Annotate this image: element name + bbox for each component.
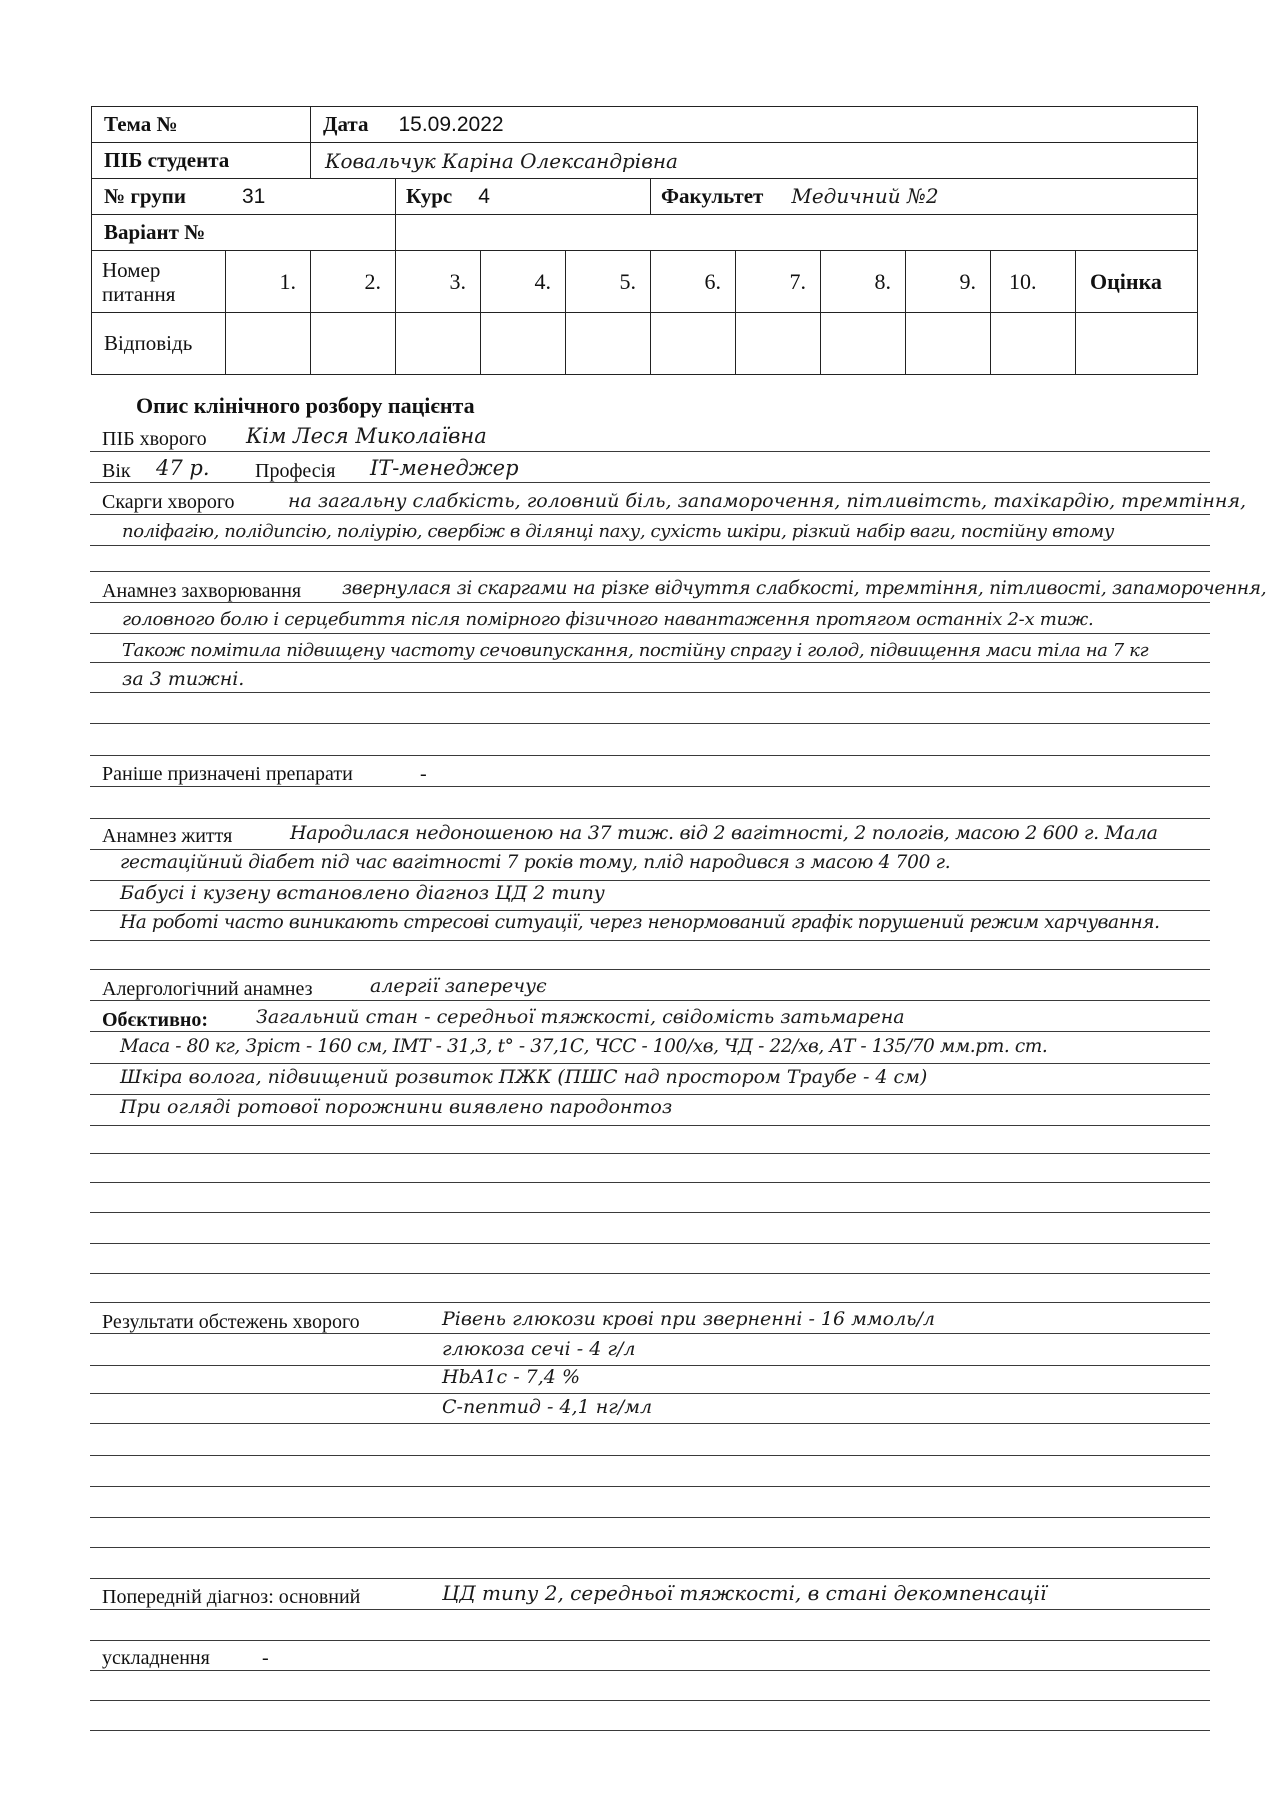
question-label-cell: [92, 251, 226, 313]
student-name: Ковальчук Каріна Олександрівна: [325, 148, 678, 173]
disease-history-label: Анамнез захворювання: [102, 580, 302, 602]
age-value: 47 р.: [156, 456, 210, 480]
disease-history-line-1: звернулася зі скаргами на різке відчуття слабкості, тремтіння, пітливості, запаморочення,: [342, 578, 1267, 599]
question-label: Номер питання: [102, 257, 176, 306]
course-cell: [396, 179, 651, 215]
answer-cell-6[interactable]: [651, 313, 736, 375]
group-label: № групи: [104, 184, 186, 208]
profession-value: ІТ-менеджер: [370, 456, 519, 480]
date-label: Дата: [323, 112, 369, 136]
variant-value-cell: [396, 215, 1198, 251]
answer-cell-1[interactable]: [226, 313, 311, 375]
disease-history-line-4: за 3 тижні.: [122, 668, 245, 690]
date-value: 15.09.2022: [398, 113, 504, 136]
life-history-line-4: На роботі часто виникають стресові ситуації, через ненормований графік порушений режим харчування.: [120, 912, 1160, 933]
results-line-1: Рівень глюкози крові при зверненні - 16 ммоль/л: [442, 1308, 936, 1330]
life-history-line-1: Народилася недоношеною на 37 тиж. від 2 вагітності, 2 пологів, масою 2 600 г. Мала: [290, 822, 1158, 844]
objective-line-2: Маса - 80 кг, Зріст - 160 см, ІМТ - 31,3, t° - 37,1С, ЧСС - 100/хв, ЧД - 22/хв, АТ - 135/70 мм.рт. ст.: [120, 1036, 1048, 1057]
question-num-6: 6.: [651, 251, 736, 313]
answer-cell-7[interactable]: [736, 313, 821, 375]
question-num-7: 7.: [736, 251, 821, 313]
variant-cell: [92, 215, 396, 251]
question-num-10: 10.: [991, 251, 1076, 313]
answer-cell-3[interactable]: [396, 313, 481, 375]
student-label: ПІБ студента: [104, 148, 230, 172]
header-table: [91, 106, 1198, 375]
results-line-4: С-пептид - 4,1 нг/мл: [442, 1396, 653, 1418]
objective-line-4: При огляді ротової порожнини виявлено пародонтоз: [120, 1096, 673, 1118]
faculty-label: Факультет: [661, 184, 764, 208]
results-line-2: глюкоза сечі - 4 г/л: [442, 1338, 636, 1360]
life-history-line-3: Бабусі і кузену встановлено діагноз ЦД 2 типу: [120, 882, 605, 904]
group-value: 31: [242, 185, 266, 208]
prev-drugs-label: Раніше призначені препарати: [102, 763, 353, 785]
answer-label-cell: [92, 313, 226, 375]
question-num-2: 2.: [311, 251, 396, 313]
patient-name-value: Кім Леся Миколаївна: [246, 424, 487, 448]
diagnosis-label: Попередній діагноз: основний: [102, 1586, 361, 1608]
answer-label: Відповідь: [104, 331, 193, 355]
prev-drugs-value: -: [420, 763, 427, 785]
question-num-5: 5.: [566, 251, 651, 313]
objective-line-3: Шкіра волога, підвищений розвиток ПЖК (ПШС над простором Траубе - 4 см): [120, 1066, 928, 1088]
grade-label: Оцінка: [1090, 268, 1162, 294]
date-cell: [311, 107, 1198, 143]
question-num-4: 4.: [481, 251, 566, 313]
complications-label: ускладнення: [102, 1647, 210, 1669]
question-num-8: 8.: [821, 251, 906, 313]
answer-cell-10[interactable]: [991, 313, 1076, 375]
answer-cell-4[interactable]: [481, 313, 566, 375]
topic-label: Тема №: [104, 112, 178, 136]
faculty-value: Медичний №2: [791, 184, 939, 208]
variant-label: Варіант №: [104, 220, 206, 244]
course-value: 4: [478, 185, 490, 208]
diagnosis-value: ЦД типу 2, середньої тяжкості, в стані декомпенсації: [442, 1581, 1047, 1605]
faculty-cell: [651, 179, 1198, 215]
group-cell: [92, 179, 396, 215]
age-label: Вік: [102, 460, 131, 482]
life-history-label: Анамнез життя: [102, 825, 233, 847]
complications-value: -: [262, 1647, 269, 1669]
life-history-line-2: гестаційний діабет під час вагітності 7 років тому, плід народився з масою 4 700 г.: [120, 852, 951, 873]
course-label: Курс: [406, 184, 453, 208]
student-value-cell: [311, 143, 1198, 179]
answer-cell-9[interactable]: [906, 313, 991, 375]
objective-line-1: Загальний стан - середньої тяжкості, свідомість затьмарена: [256, 1006, 905, 1028]
question-num-3: 3.: [396, 251, 481, 313]
student-cell: [92, 143, 311, 179]
section-title: Опис клінічного розбору пацієнта: [136, 393, 475, 418]
profession-label: Професія: [255, 460, 336, 482]
answer-cell-5[interactable]: [566, 313, 651, 375]
patient-name-label: ПІБ хворого: [102, 428, 207, 450]
complaints-line-2: поліфагію, полідипсію, поліурію, свербіж в ділянці паху, сухість шкіри, різкий набір ваги, постійну втому: [122, 521, 1114, 542]
answer-cell-2[interactable]: [311, 313, 396, 375]
grade-value-cell[interactable]: [1076, 313, 1198, 375]
topic-cell: [92, 107, 311, 143]
answer-cell-8[interactable]: [821, 313, 906, 375]
question-num-9: 9.: [906, 251, 991, 313]
objective-label: Обєктивно:: [102, 1009, 209, 1031]
allergy-label: Алергологічний анамнез: [102, 978, 313, 1000]
question-num-1: 1.: [226, 251, 311, 313]
grade-label-cell: [1076, 251, 1198, 313]
disease-history-line-2: головного болю і серцебиття після помірного фізичного навантаження протягом останніх 2-х тиж.: [122, 609, 1094, 630]
results-label: Результати обстежень хворого: [102, 1311, 360, 1333]
results-line-3: HbA1c - 7,4 %: [442, 1366, 580, 1388]
complaints-label: Скарги хворого: [102, 491, 235, 513]
complaints-line-1: на загальну слабкість, головний біль, запаморочення, пітливітсть, тахікардію, тремтіння,: [288, 490, 1247, 512]
disease-history-line-3: Також помітила підвищену частоту сечовипускання, постійну спрагу і голод, підвищення маси тіла на 7 кг: [122, 640, 1149, 661]
allergy-value: алергії заперечує: [370, 975, 547, 997]
